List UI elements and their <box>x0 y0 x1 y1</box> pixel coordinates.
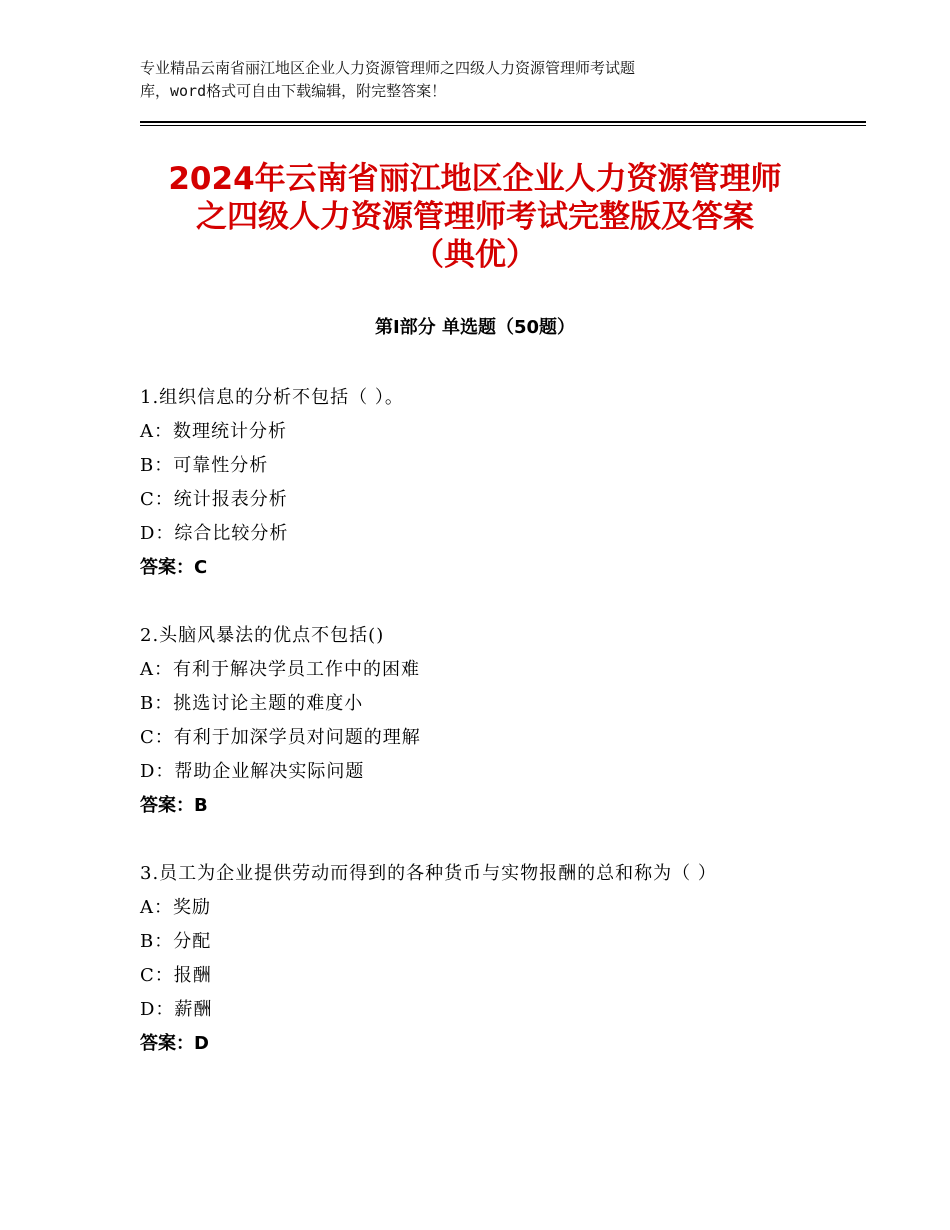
option-a: A：奖励 <box>140 897 211 918</box>
question-2 <box>140 619 860 823</box>
question-stem: 3.员工为企业提供劳动而得到的各种货币与实物报酬的总和称为（ ） <box>140 863 717 884</box>
answer-line: 答案：C <box>140 557 208 578</box>
header-divider-thin <box>140 125 866 126</box>
document-title-line-3: （典优） <box>413 237 537 273</box>
header-note-line-1: 专业精品云南省丽江地区企业人力资源管理师之四级人力资源管理师考试题 <box>140 59 636 77</box>
option-a: A：数理统计分析 <box>140 421 287 442</box>
option-c: C：报酬 <box>140 965 212 986</box>
option-d: D：帮助企业解决实际问题 <box>140 761 365 782</box>
document-title-line-1: 2024年云南省丽江地区企业人力资源管理师 <box>168 161 782 197</box>
question-list <box>140 381 860 1095</box>
question-1 <box>140 381 860 585</box>
option-d: D：薪酬 <box>140 999 213 1020</box>
header-note <box>140 57 780 103</box>
header-divider-thick <box>140 121 866 123</box>
option-b: B：可靠性分析 <box>140 455 269 476</box>
section-heading: 第Ⅰ部分 单选题（50题） <box>374 317 575 338</box>
question-3 <box>140 857 860 1061</box>
option-c: C：统计报表分析 <box>140 489 288 510</box>
question-stem: 2.头脑风暴法的优点不包括() <box>140 625 385 646</box>
option-a: A：有利于解决学员工作中的困难 <box>140 659 420 680</box>
option-b: B：挑选讨论主题的难度小 <box>140 693 364 714</box>
document-title-line-2: 之四级人力资源管理师考试完整版及答案 <box>196 199 754 235</box>
option-c: C：有利于加深学员对问题的理解 <box>140 727 421 748</box>
option-d: D：综合比较分析 <box>140 523 289 544</box>
answer-line: 答案：D <box>140 1033 209 1054</box>
answer-line: 答案：B <box>140 795 208 816</box>
option-b: B：分配 <box>140 931 212 952</box>
question-stem: 1.组织信息的分析不包括（ ）。 <box>140 387 404 408</box>
document-title <box>100 160 850 274</box>
header-note-line-2: 库，word格式可自由下载编辑，附完整答案！ <box>140 82 447 100</box>
